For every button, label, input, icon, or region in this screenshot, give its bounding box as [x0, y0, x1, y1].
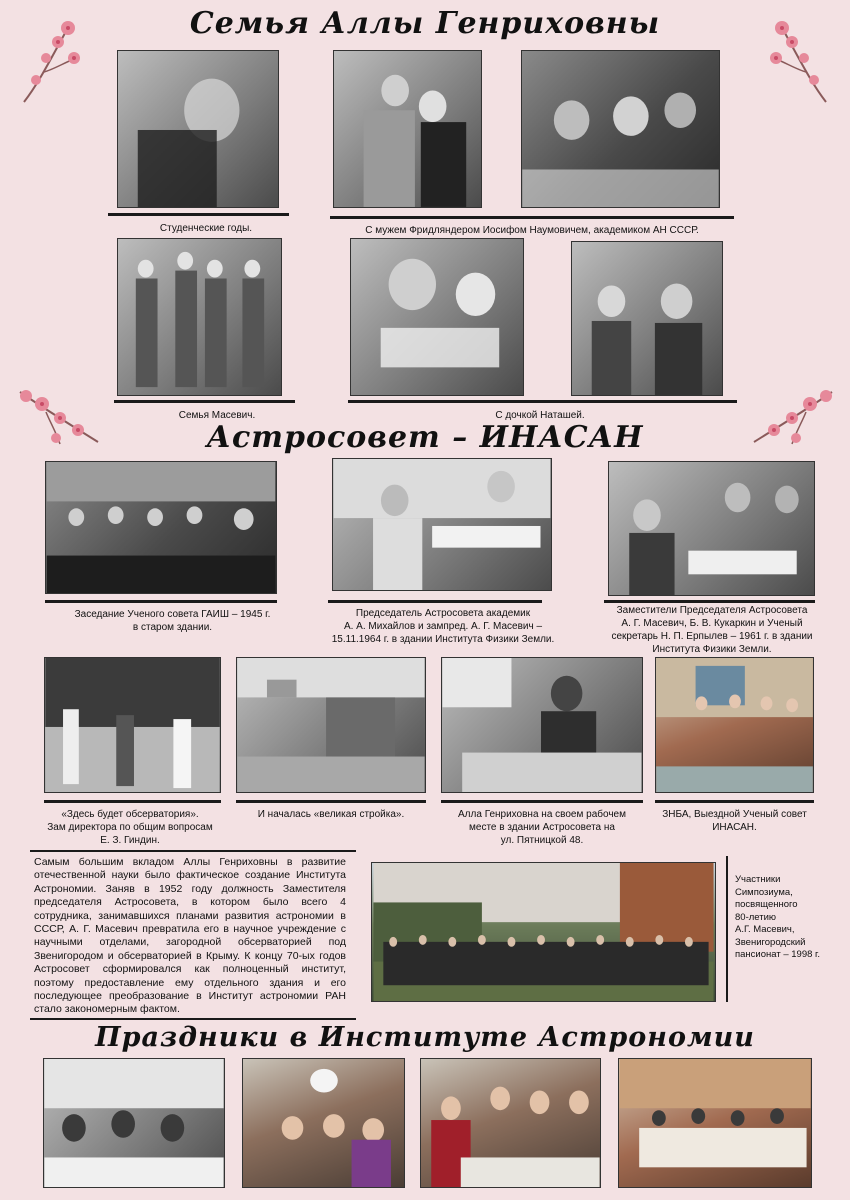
photo-holiday-4 [618, 1058, 812, 1188]
caption-rule [441, 800, 643, 803]
photo-holiday-3 [420, 1058, 601, 1188]
caption-symposium: Участники Симпозиума, посвященного 80-летию А.Г. Масевич, Звенигородский пансионат – 1998 г. [735, 874, 820, 960]
caption-rule [330, 216, 734, 219]
photo-two-women [571, 241, 723, 396]
photo-workplace [441, 657, 643, 793]
photo-znba-council [655, 657, 814, 793]
caption-workplace: Алла Генриховна на своем рабочем месте в здании Астросовета на ул. Пятницкой 48. [458, 809, 626, 846]
caption-rule [655, 800, 814, 803]
paragraph-rule-top [30, 850, 356, 852]
photo-with-husband-table [521, 50, 720, 208]
photo-with-husband-dance [333, 50, 482, 208]
photo-holiday-1 [43, 1058, 225, 1188]
caption-znba: ЗНБА, Выездной Ученый совет ИНАСАН. [662, 809, 807, 833]
caption-with-husband: С мужем Фридляндером Иосифом Наумовичем, академиком АН СССР. [365, 225, 699, 236]
section-title-family: Семья Аллы Генриховны [189, 6, 661, 41]
caption-rule [114, 400, 295, 403]
photo-masevich-family [117, 238, 282, 396]
paragraph-rule-bottom [30, 1018, 356, 1020]
caption-future-observatory: «Здесь будет обсерватория». Зам директора по общим вопросам Е. З. Гиндин. [47, 809, 213, 846]
section-title-holidays: Праздники в Институте Астрономии [95, 1022, 755, 1053]
caption-chairman: Председатель Астросовета академик А. А. Михайлов и зампред. А. Г. Масевич – 15.11.1964 г. в здании Института Физики Земли. [331, 608, 555, 645]
caption-rule [236, 800, 426, 803]
caption-rule [328, 600, 542, 603]
caption-masevich-family: Семья Масевич. [178, 410, 256, 421]
photo-deputies-1961 [608, 461, 815, 596]
caption-construction: И началась «великая стройка». [257, 809, 405, 820]
photo-holiday-2 [242, 1058, 405, 1188]
caption-deputies: Заместители Председателя Астросовета А. Г. Масевич, Б. В. Кукаркин и Ученый секретарь Н. П. Ерпылев – 1961 г. в здании Института Физики Земли. [611, 605, 813, 655]
caption-student-years: Студенческие годы. [159, 223, 253, 234]
caption-council-1945: Заседание Ученого совета ГАИШ – 1945 г. в старом здании. [74, 609, 271, 633]
photo-chairman-mikhailov [332, 458, 552, 591]
caption-rule [45, 600, 277, 603]
photo-with-daughter-natasha [350, 238, 524, 396]
photo-student-years [117, 50, 279, 208]
caption-with-daughter: С дочкой Наташей. [495, 410, 585, 421]
caption-rule [348, 400, 737, 403]
section-title-astrosovet: Астросовет – ИНАСАН [206, 420, 644, 455]
photo-future-observatory [44, 657, 221, 793]
photo-symposium-1998 [371, 862, 716, 1002]
symposium-divider [726, 856, 728, 1002]
photo-council-1945 [45, 461, 277, 594]
caption-rule [108, 213, 289, 216]
contribution-paragraph: Самым большим вкладом Аллы Генриховны в развитие отечественной науки было фактическое создание Института Астрономии. Заняв в 1952 году должность Заместителя председателя Астросовета, в котором было всего 4 сотрудника, занимавшихся планами развития астрономии в СССР, А. Г. Масевич превратила его в научное учреждение с научными отделами, загородной обсерваторией под Звенигородом и обсерваторией в Крыму. К концу 70-ых годов Астросовет сформировался как полноценный институт, поэтому предоставление ему отдельного здания и его последующее преобразование в Институт астрономии РАН стало закономерным фактом. [34, 856, 346, 1016]
caption-rule [44, 800, 221, 803]
caption-rule [604, 600, 815, 603]
photo-construction [236, 657, 426, 793]
